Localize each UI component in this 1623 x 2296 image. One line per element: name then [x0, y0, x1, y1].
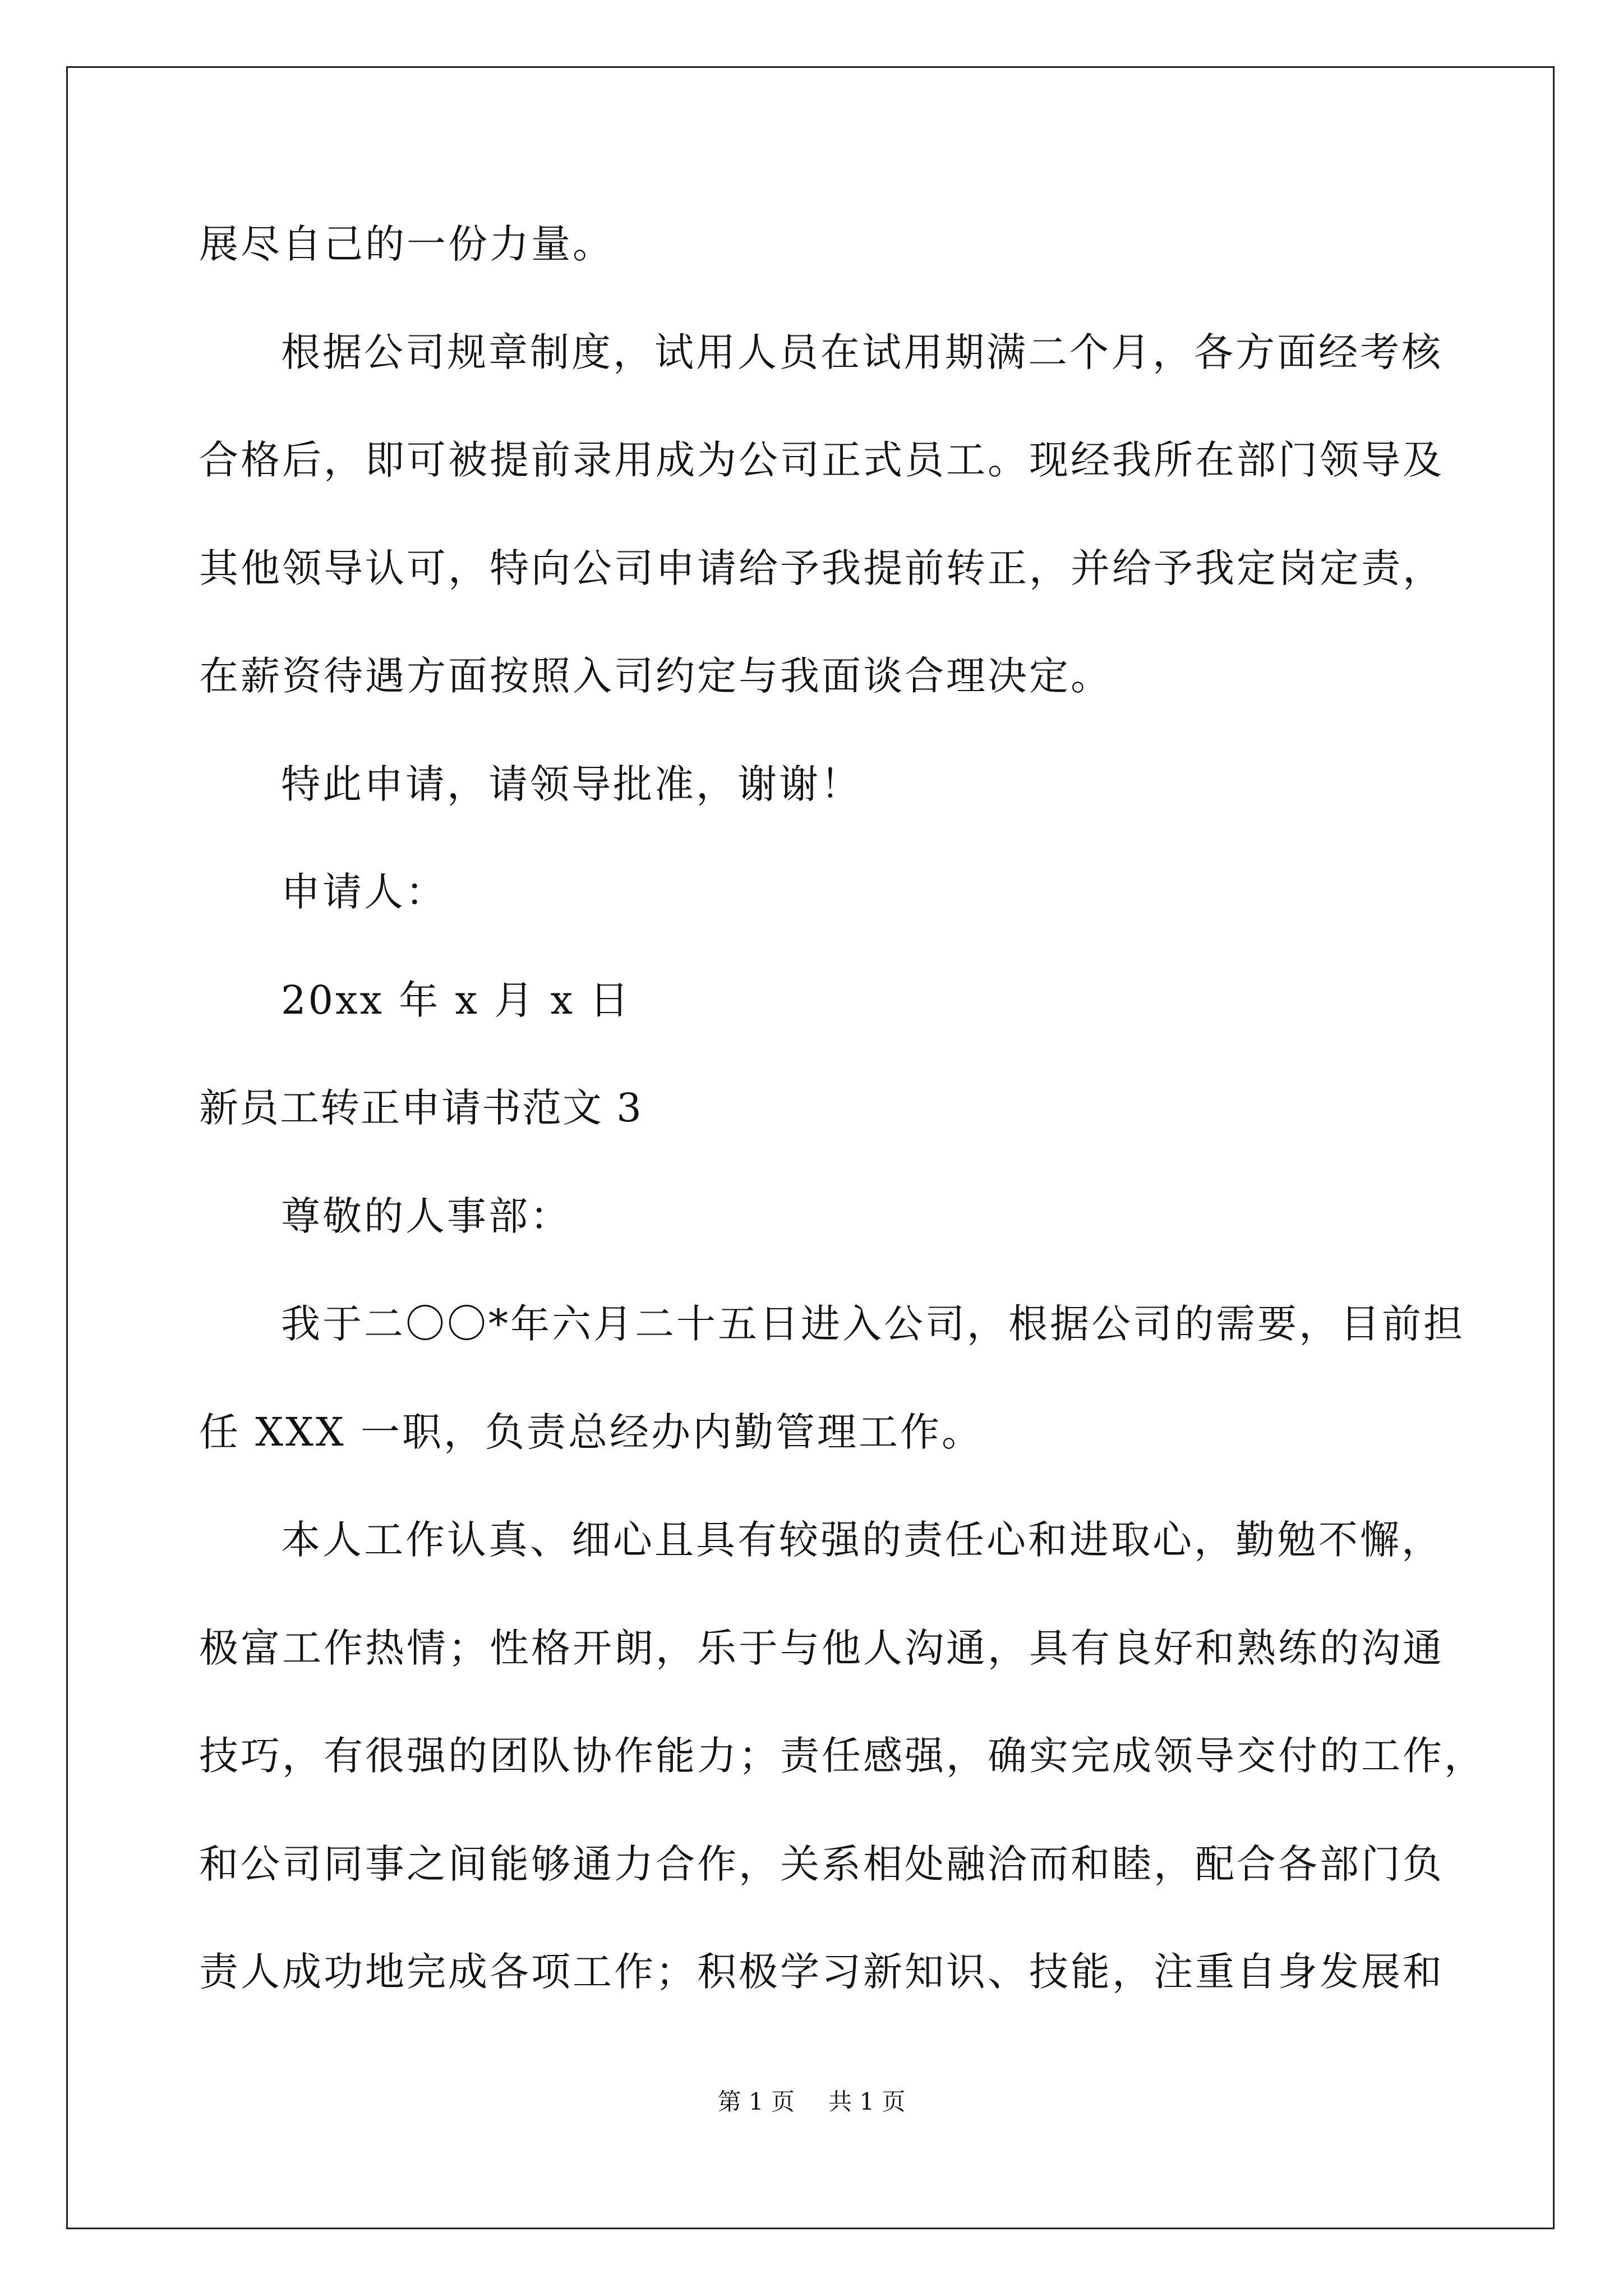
- paragraph-line: 合格后，即可被提前录用成为公司正式员工。现经我所在部门领导及: [199, 437, 1444, 483]
- paragraph-line: 其他领导认可，特向公司申请给予我提前转正，并给予我定岗定责，: [199, 545, 1444, 591]
- paragraph-line: 我于二〇〇*年六月二十五日进入公司，根据公司的需要，目前担: [281, 1301, 1465, 1347]
- paragraph-line: 展尽自己的一份力量。: [199, 221, 614, 267]
- paragraph-line: 和公司同事之间能够通力合作，关系相处融洽而和睦，配合各部门负: [199, 1841, 1444, 1887]
- date-line: 20xx 年 x 月 x 日: [281, 977, 631, 1023]
- document-body: [199, 221, 1486, 2060]
- paragraph-line: 在薪资待遇方面按照入司约定与我面谈合理决定。: [199, 653, 1112, 699]
- paragraph-line: 责人成功地完成各项工作；积极学习新知识、技能，注重自身发展和: [199, 1949, 1444, 1995]
- paragraph-line: 技巧，有很强的团队协作能力；责任感强，确实完成领导交付的工作，: [199, 1733, 1486, 1779]
- paragraph-line: 根据公司规章制度，试用人员在试用期满二个月，各方面经考核: [281, 329, 1443, 375]
- section-title: 新员工转正申请书范文 3: [199, 1085, 643, 1131]
- page-number-current: 第 1 页: [717, 2088, 795, 2115]
- page-footer: [0, 2088, 1623, 2116]
- paragraph-line: 任 XXX 一职，负责总经办内勤管理工作。: [199, 1409, 984, 1455]
- paragraph-line: 本人工作认真、细心且具有较强的责任心和进取心，勤勉不懈，: [281, 1517, 1443, 1563]
- closing-line: 特此申请，请领导批准，谢谢！: [281, 761, 862, 807]
- salutation: 尊敬的人事部：: [281, 1193, 571, 1239]
- applicant-label: 申请人：: [281, 869, 447, 915]
- page-number-total: 共 1 页: [828, 2088, 906, 2115]
- paragraph-line: 极富工作热情；性格开朗，乐于与他人沟通，具有良好和熟练的沟通: [199, 1625, 1444, 1671]
